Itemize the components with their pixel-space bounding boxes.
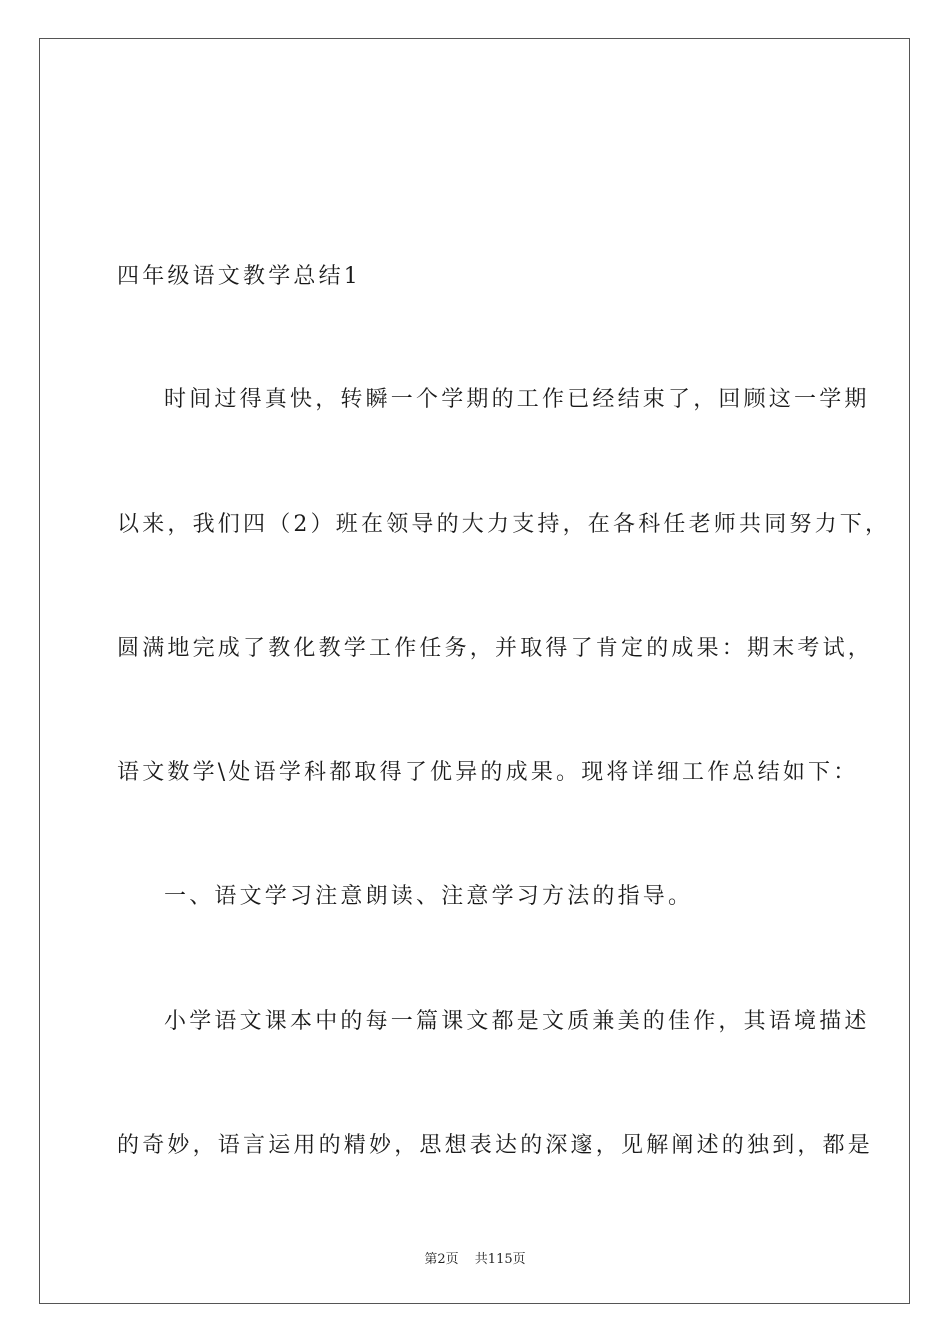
page-frame bbox=[39, 38, 910, 1304]
page-total: 共115页 bbox=[474, 1252, 526, 1267]
page-footer bbox=[0, 1248, 950, 1267]
paragraph-line-6: 的奇妙，语言运用的精妙，思想表达的深邃，见解阐述的独到，都是 bbox=[117, 1133, 874, 1158]
paragraph-line-4: 语文数学\处语学科都取得了优异的成果。现将详细工作总结如下： bbox=[117, 760, 859, 785]
section-heading: 一、语文学习注意朗读、注意学习方法的指导。 bbox=[164, 884, 694, 909]
page-current: 第2页 bbox=[424, 1252, 459, 1267]
paragraph-line-3: 圆满地完成了教化教学工作任务，并取得了肯定的成果：期末考试， bbox=[117, 636, 874, 661]
document-title: 四年级语文教学总结1 bbox=[117, 264, 361, 289]
paragraph-line-1: 时间过得真快，转瞬一个学期的工作已经结束了，回顾这一学期 bbox=[164, 387, 870, 412]
paragraph-line-2: 以来，我们四（2）班在领导的大力支持，在各科任老师共同努力下， bbox=[117, 512, 891, 537]
paragraph-line-5: 小学语文课本中的每一篇课文都是文质兼美的佳作，其语境描述 bbox=[164, 1009, 870, 1034]
